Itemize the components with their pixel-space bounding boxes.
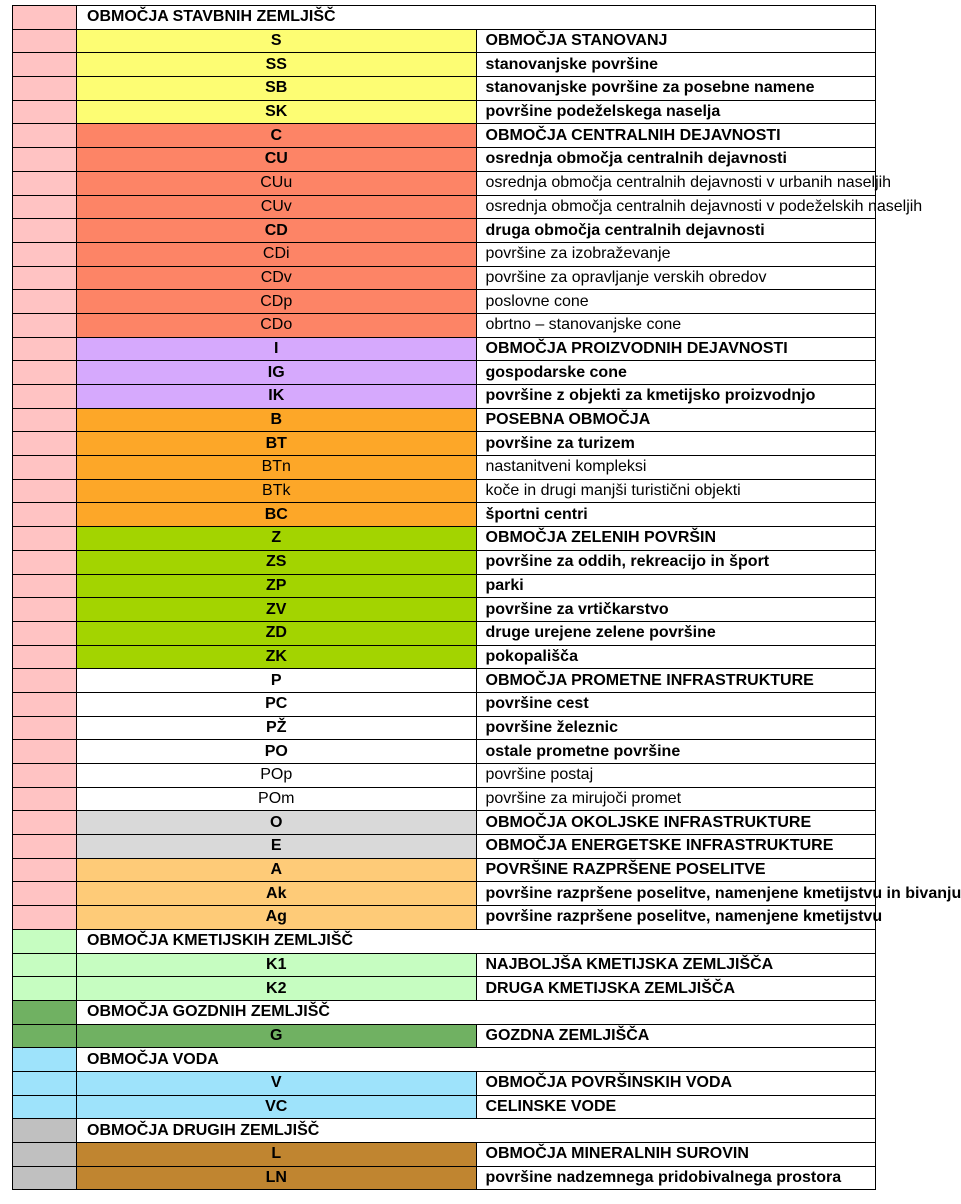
category-color-swatch: [13, 764, 77, 788]
land-use-label: pokopališča: [476, 645, 876, 669]
category-color-swatch: [13, 645, 77, 669]
land-use-code: POm: [77, 787, 477, 811]
legend-item-row: [13, 171, 876, 195]
legend-item-row: [13, 953, 876, 977]
category-color-swatch: [13, 977, 77, 1001]
category-color-swatch: [13, 6, 77, 30]
category-color-swatch: [13, 100, 77, 124]
land-use-label: koče in drugi manjši turistični objekti: [476, 479, 876, 503]
legend-item-row: [13, 764, 876, 788]
land-use-label: OBMOČJA OKOLJSKE INFRASTRUKTURE: [476, 811, 876, 835]
legend-item-row: [13, 574, 876, 598]
category-color-swatch: [13, 906, 77, 930]
category-color-swatch: [13, 692, 77, 716]
land-use-label: poslovne cone: [476, 290, 876, 314]
land-use-code: CDv: [77, 266, 477, 290]
legend-item-row: [13, 1024, 876, 1048]
land-use-code: K1: [77, 953, 477, 977]
land-use-code: PŽ: [77, 716, 477, 740]
category-color-swatch: [13, 527, 77, 551]
category-color-swatch: [13, 811, 77, 835]
land-use-code: ZK: [77, 645, 477, 669]
category-color-swatch: [13, 858, 77, 882]
land-use-label: OBMOČJA PROMETNE INFRASTRUKTURE: [476, 669, 876, 693]
legend-item-row: [13, 1143, 876, 1167]
land-use-label: površine za oddih, rekreacijo in šport: [476, 550, 876, 574]
land-use-code: C: [77, 124, 477, 148]
land-use-code: SK: [77, 100, 477, 124]
category-color-swatch: [13, 124, 77, 148]
category-color-swatch: [13, 1000, 77, 1024]
legend-item-row: [13, 266, 876, 290]
legend-item-row: [13, 456, 876, 480]
category-color-swatch: [13, 290, 77, 314]
land-use-code: E: [77, 835, 477, 859]
category-color-swatch: [13, 29, 77, 53]
category-color-swatch: [13, 313, 77, 337]
legend-item-row: [13, 740, 876, 764]
land-use-label: nastanitveni kompleksi: [476, 456, 876, 480]
land-use-code: ZD: [77, 621, 477, 645]
land-use-code: V: [77, 1071, 477, 1095]
land-use-code: B: [77, 408, 477, 432]
legend-item-row: [13, 811, 876, 835]
legend-item-row: [13, 977, 876, 1001]
land-use-label: GOZDNA ZEMLJIŠČA: [476, 1024, 876, 1048]
category-color-swatch: [13, 408, 77, 432]
legend-item-row: [13, 1095, 876, 1119]
legend-item-row: [13, 479, 876, 503]
land-use-code: BT: [77, 432, 477, 456]
legend-item-row: [13, 219, 876, 243]
land-use-label: površine nadzemnega pridobivalnega prostora: [476, 1166, 876, 1190]
land-use-label: površine za izobraževanje: [476, 242, 876, 266]
category-color-swatch: [13, 669, 77, 693]
land-use-label: površine za mirujoči promet: [476, 787, 876, 811]
category-color-swatch: [13, 337, 77, 361]
legend-group-row: [13, 1048, 876, 1072]
legend-item-row: [13, 906, 876, 930]
land-use-label: osrednja območja centralnih dejavnosti v urbanih naseljih: [476, 171, 876, 195]
land-use-code: G: [77, 1024, 477, 1048]
legend-item-row: [13, 100, 876, 124]
category-color-swatch: [13, 835, 77, 859]
category-color-swatch: [13, 503, 77, 527]
land-use-code: SS: [77, 53, 477, 77]
legend-item-row: [13, 53, 876, 77]
category-color-swatch: [13, 456, 77, 480]
category-color-swatch: [13, 1166, 77, 1190]
land-use-code: CD: [77, 219, 477, 243]
category-color-swatch: [13, 195, 77, 219]
land-use-label: gospodarske cone: [476, 361, 876, 385]
land-use-label: druga območja centralnih dejavnosti: [476, 219, 876, 243]
land-use-code: L: [77, 1143, 477, 1167]
legend-item-row: [13, 124, 876, 148]
legend-body: [13, 6, 961, 1190]
land-use-label: površine razpršene poselitve, namenjene kmetijstvu in bivanju: [476, 882, 876, 906]
category-color-swatch: [13, 1071, 77, 1095]
land-use-code: Ak: [77, 882, 477, 906]
land-use-code: PO: [77, 740, 477, 764]
category-color-swatch: [13, 882, 77, 906]
land-use-code: CU: [77, 148, 477, 172]
land-use-label: OBMOČJA ENERGETSKE INFRASTRUKTURE: [476, 835, 876, 859]
land-use-code: SB: [77, 77, 477, 101]
legend-item-row: [13, 598, 876, 622]
category-color-swatch: [13, 148, 77, 172]
category-color-swatch: [13, 621, 77, 645]
land-use-label: površine razpršene poselitve, namenjene kmetijstvu: [476, 906, 876, 930]
land-use-code: CDo: [77, 313, 477, 337]
category-color-swatch: [13, 953, 77, 977]
land-use-code: CUv: [77, 195, 477, 219]
land-use-code: P: [77, 669, 477, 693]
land-use-label: površine za turizem: [476, 432, 876, 456]
land-use-label: NAJBOLJŠA KMETIJSKA ZEMLJIŠČA: [476, 953, 876, 977]
land-use-label: druge urejene zelene površine: [476, 621, 876, 645]
land-use-label: POSEBNA OBMOČJA: [476, 408, 876, 432]
legend-group-row: [13, 1000, 876, 1024]
land-use-code: K2: [77, 977, 477, 1001]
land-use-code: POp: [77, 764, 477, 788]
land-use-code: BTk: [77, 479, 477, 503]
category-color-swatch: [13, 740, 77, 764]
land-use-code: CDi: [77, 242, 477, 266]
category-color-swatch: [13, 787, 77, 811]
category-color-swatch: [13, 361, 77, 385]
land-use-label: obrtno – stanovanjske cone: [476, 313, 876, 337]
legend-item-row: [13, 527, 876, 551]
category-color-swatch: [13, 1143, 77, 1167]
legend-group-row: [13, 1119, 876, 1143]
legend-item-row: [13, 692, 876, 716]
land-use-label: POVRŠINE RAZPRŠENE POSELITVE: [476, 858, 876, 882]
land-use-code: VC: [77, 1095, 477, 1119]
land-use-label: površine cest: [476, 692, 876, 716]
legend-item-row: [13, 361, 876, 385]
category-color-swatch: [13, 385, 77, 409]
land-use-label: OBMOČJA STANOVANJ: [476, 29, 876, 53]
land-use-label: osrednja območja centralnih dejavnosti v podeželskih naseljih: [476, 195, 876, 219]
category-color-swatch: [13, 53, 77, 77]
land-use-label: površine postaj: [476, 764, 876, 788]
land-use-label: stanovanjske površine za posebne namene: [476, 77, 876, 101]
legend-item-row: [13, 835, 876, 859]
legend-item-row: [13, 858, 876, 882]
group-heading: OBMOČJA KMETIJSKIH ZEMLJIŠČ: [77, 929, 876, 953]
land-use-code: S: [77, 29, 477, 53]
legend-item-row: [13, 432, 876, 456]
legend-item-row: [13, 621, 876, 645]
category-color-swatch: [13, 242, 77, 266]
legend-item-row: [13, 645, 876, 669]
category-color-swatch: [13, 219, 77, 243]
land-use-code: IK: [77, 385, 477, 409]
land-use-code: IG: [77, 361, 477, 385]
land-use-code: CUu: [77, 171, 477, 195]
land-use-label: CELINSKE VODE: [476, 1095, 876, 1119]
land-use-code: Z: [77, 527, 477, 551]
category-color-swatch: [13, 1119, 77, 1143]
group-heading: OBMOČJA GOZDNIH ZEMLJIŠČ: [77, 1000, 876, 1024]
land-use-label: ostale prometne površine: [476, 740, 876, 764]
legend-item-row: [13, 503, 876, 527]
category-color-swatch: [13, 1095, 77, 1119]
legend-item-row: [13, 1166, 876, 1190]
land-use-label: DRUGA KMETIJSKA ZEMLJIŠČA: [476, 977, 876, 1001]
category-color-swatch: [13, 1024, 77, 1048]
land-use-label: OBMOČJA PROIZVODNIH DEJAVNOSTI: [476, 337, 876, 361]
land-use-code: LN: [77, 1166, 477, 1190]
land-use-code: Ag: [77, 906, 477, 930]
legend-item-row: [13, 716, 876, 740]
land-use-label: OBMOČJA ZELENIH POVRŠIN: [476, 527, 876, 551]
group-heading: OBMOČJA STAVBNIH ZEMLJIŠČ: [77, 6, 876, 30]
land-use-label: OBMOČJA POVRŠINSKIH VODA: [476, 1071, 876, 1095]
land-use-label: OBMOČJA CENTRALNIH DEJAVNOSTI: [476, 124, 876, 148]
land-use-code: BTn: [77, 456, 477, 480]
land-use-code: ZV: [77, 598, 477, 622]
land-use-code: A: [77, 858, 477, 882]
group-heading: OBMOČJA VODA: [77, 1048, 876, 1072]
legend-item-row: [13, 77, 876, 101]
category-color-swatch: [13, 574, 77, 598]
land-use-label: osrednja območja centralnih dejavnosti: [476, 148, 876, 172]
legend-item-row: [13, 882, 876, 906]
land-use-label: površine podeželskega naselja: [476, 100, 876, 124]
land-use-label: parki: [476, 574, 876, 598]
land-use-label: športni centri: [476, 503, 876, 527]
legend-item-row: [13, 337, 876, 361]
legend-item-row: [13, 29, 876, 53]
category-color-swatch: [13, 1048, 77, 1072]
legend-item-row: [13, 195, 876, 219]
category-color-swatch: [13, 432, 77, 456]
category-color-swatch: [13, 598, 77, 622]
land-use-code: PC: [77, 692, 477, 716]
category-color-swatch: [13, 77, 77, 101]
land-use-label: OBMOČJA MINERALNIH SUROVIN: [476, 1143, 876, 1167]
land-use-code: ZP: [77, 574, 477, 598]
legend-item-row: [13, 669, 876, 693]
land-use-label: površine z objekti za kmetijsko proizvodnjo: [476, 385, 876, 409]
land-use-code: O: [77, 811, 477, 835]
land-use-code: ZS: [77, 550, 477, 574]
legend-item-row: [13, 290, 876, 314]
category-color-swatch: [13, 171, 77, 195]
legend-item-row: [13, 242, 876, 266]
group-heading: OBMOČJA DRUGIH ZEMLJIŠČ: [77, 1119, 876, 1143]
legend-item-row: [13, 148, 876, 172]
category-color-swatch: [13, 550, 77, 574]
category-color-swatch: [13, 716, 77, 740]
legend-item-row: [13, 385, 876, 409]
land-use-label: površine železnic: [476, 716, 876, 740]
legend-item-row: [13, 787, 876, 811]
land-use-code: BC: [77, 503, 477, 527]
land-use-label: stanovanjske površine: [476, 53, 876, 77]
land-use-code: I: [77, 337, 477, 361]
category-color-swatch: [13, 479, 77, 503]
land-use-label: površine za vrtičkarstvo: [476, 598, 876, 622]
legend-item-row: [13, 313, 876, 337]
legend-item-row: [13, 408, 876, 432]
legend-item-row: [13, 1071, 876, 1095]
land-use-code: CDp: [77, 290, 477, 314]
land-use-label: površine za opravljanje verskih obredov: [476, 266, 876, 290]
land-use-legend-table: [12, 5, 961, 1190]
category-color-swatch: [13, 266, 77, 290]
legend-item-row: [13, 550, 876, 574]
legend-group-row: [13, 6, 876, 30]
legend-group-row: [13, 929, 876, 953]
category-color-swatch: [13, 929, 77, 953]
